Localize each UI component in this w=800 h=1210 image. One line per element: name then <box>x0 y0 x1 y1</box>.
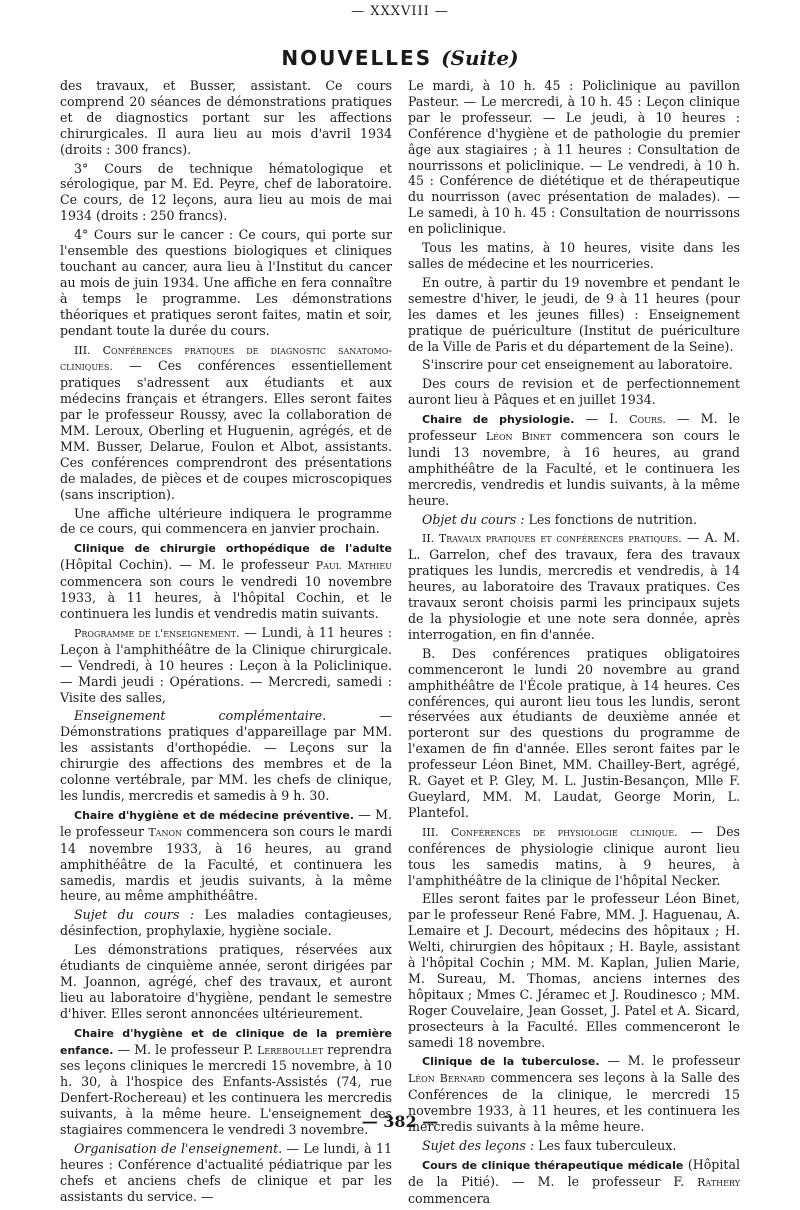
person-name: Tanon <box>148 825 183 839</box>
paragraph: B. Des conférences pratiques obligatoires commenceront le lundi 20 novembre au grand amphithéâtre de l'École pratique, à 14 heures. Ces conférences, qui auront lieu tous les lundis, seront réservées aux étudiants de deuxième année et porteront sur des questions du programme de l'examen de fin d'année. Elles seront faites par le professeur Léon Binet, MM. Chailley-Bert, agrégé, R. Gayet et P. Gley, M. L. Justin-Besançon, Mlle F. Gueylard, MM. M. Laudat, George Morin, L. Plantefol. <box>408 645 740 820</box>
section-heading: Cours de clinique thérapeutique médicale <box>422 1158 684 1172</box>
section-heading: III. Conférences de physiologie clinique. <box>422 825 678 839</box>
paragraph: Cours de clinique thérapeutique médicale (Hôpital de la Pitié). — M. le professeur F. Rathery commencera <box>408 1156 740 1206</box>
paragraph: Des cours de revision et de perfectionnement auront lieu à Pâques et en juillet 1934. <box>408 376 740 408</box>
paragraph: Sujet des leçons : Les faux tuberculeux. <box>422 1138 677 1153</box>
paragraph: Sujet du cours : Les maladies contagieuses, désinfection, prophylaxie, hygiène sociale. <box>60 907 392 939</box>
paragraph: Le mardi, à 10 h. 45 : Policlinique au pavillon Pasteur. — Le mercredi, à 10 h. 45 : Leçon clinique par le professeur. — Le jeudi, à 10 heures : Conférence d'hygiène et de pathologie du premier âge aux stagiaires ; à 11 heures : Consultation de nourrissons et policlinique. — Le vendredi, à 10 h. 45 : Conférence de diététique et de thérapeutique du nourrisson (avec présentation de malades). — Le samedi, à 10 h. 45 : Consultation de nourrissons en policlinique. <box>408 78 740 237</box>
section-heading: Chaire de physiologie. <box>422 413 575 427</box>
paragraph: Chaire de physiologie. — I. Cours. — M. le professeur Léon Binet commencera son cours le lundi 13 novembre, à 16 heures, au grand amphithéâtre de la Faculté, et le continuera les mercredis, vendredis et lundis suivants, à la même heure. <box>408 411 741 508</box>
paragraph: Tous les matins, à 10 heures, visite dans les salles de médecine et les nourriceries. <box>408 240 740 271</box>
paragraph: Elles seront faites par le professeur Léon Binet, par le professeur René Fabre, MM. J. Haguenau, A. Lemaire et J. Decourt, médecins des hôpitaux ; H. Welti, chirurgien des hôpitaux ; H. Bayle, assistant à l'hôpital Cochin ; MM. M. Kaplan, Julien Marie, M. Sureau, M. Thomas, anciens internes des hôpitaux ; Mmes C. Jéramec et J. Roudinesco ; MM. Roger Couvelaire, Jean Gosset, J. Patel et A. Sicard, prosecteurs à la Faculté. Elles commenceront le samedi 18 novembre. <box>408 891 740 1050</box>
person-name: Rathery <box>697 1175 740 1189</box>
paragraph: En outre, à partir du 19 novembre et pendant le semestre d'hiver, le jeudi, de 9 à 11 heures (pour les dames et les jeunes filles) : Enseignement pratique de puériculture (Institut de puériculture de la Ville de Paris et du département de la Seine). <box>408 274 740 354</box>
person-name: Lereboullet <box>257 1043 324 1057</box>
right-column <box>408 78 740 1210</box>
title-suite: (Suite) <box>441 46 519 70</box>
page-number: — 382 — <box>361 1112 439 1131</box>
title-text: NOUVELLES <box>281 46 433 70</box>
section-heading: Sujet des leçons : <box>422 1138 535 1153</box>
person-name: Léon Binet <box>485 430 551 444</box>
person-name: Paul Mathieu <box>315 559 393 573</box>
section-heading: Organisation de l'enseignement. <box>74 1141 283 1156</box>
section-heading: Sujet du cours : <box>74 907 195 923</box>
left-column <box>60 78 392 1208</box>
section-heading: Chaire d'hygiène et de clinique de la première enfance. <box>60 1026 392 1057</box>
paragraph: Programme de l'enseignement. — Lundi, à 11 heures : Leçon à l'amphithéâtre de la Clinique chirurgicale. — Vendredi, à 10 heures : Leçon à la Policlinique. — Mardi jeudi : Opérations. — Mercredi, samedi : Visite des salles, <box>60 624 392 705</box>
paragraph: S'inscrire pour cet enseignement au laboratoire. <box>422 357 733 373</box>
paragraph: 3° Cours de technique hématologique et sérologique, par M. Ed. Peyre, chef de laboratoire. Ce cours, de 12 leçons, aura lieu au mois de mai 1934 (droits : 250 francs). <box>60 160 392 224</box>
paragraph: des travaux, et Busser, assistant. Ce cours comprend 20 séances de démonstrations pratiques et de diagnostics portant sur les affections chirurgicales. Il aura lieu au mois d'avril 1934 (droits : 300 francs). <box>60 78 392 157</box>
paragraph: 4° Cours sur le cancer : Ce cours, qui porte sur l'ensemble des questions biologiques et cliniques touchant au cancer, aura lieu à l'Institut du cancer au mois de juin 1934. Une affiche en fera connaître à temps le programme. Les démonstrations théoriques et pratiques seront faites, matin et soir, pendant toute la durée du cours. <box>60 227 392 338</box>
paragraph: Chaire d'hygiène et de clinique de la première enfance. — M. le professeur P. Lereboullet reprendra ses leçons cliniques le mercredi 15 novembre, à 10 h. 30, à l'hospice des Enfants-Assistés (74, rue Denfert-Rochereau) et les continuera les mercredis suivants, à la même heure. L'enseignement des stagiaires commencera le vendredi 3 novembre. <box>60 1026 392 1138</box>
paragraph: III. Conférences pratiques de diagnostic sanatomo-cliniques. — Ces conférences essentiellement pratiques s'adressent aux étudiants et aux médecins français et étrangers. Elles seront faites par le professeur Roussy, avec la collaboration de MM. Leroux, Oberling et Huguenin, agrégés, et de MM. Busser, Delarue, Foulon et Albot, assistants. Ces conférences comprendront des présentations de malades, de pièces et de coupes microscopiques (sans inscription). <box>60 343 392 502</box>
paragraph: Les démonstrations pratiques, réservées aux étudiants de cinquième année, seront dirigées par M. Joannon, agrégé, chef des travaux, et auront lieu au laboratoire d'hygiène, pendant le semestre d'hiver. Elles seront annoncées ultérieurement. <box>60 942 392 1021</box>
paragraph: Clinique de la tuberculose. — M. le professeur Léon Bernard commencera ses leçons à la Salle des Conférences de la clinique, le mercredi 15 novembre 1933, à 11 heures, et les continuera les mercredis suivants à la même heure. <box>408 1053 740 1135</box>
section-heading: Enseignement complémentaire. <box>74 708 327 724</box>
paragraph: Objet du cours : Les fonctions de nutrition. <box>422 511 698 527</box>
folio: — XXXVIII — <box>351 4 449 19</box>
section-heading: Clinique de chirurgie orthopédique de l'adulte <box>74 542 392 556</box>
running-title <box>0 46 800 70</box>
paragraph: III. Conférences de physiologie clinique. — Des conférences de physiologie clinique auront lieu tous les samedis matins, à 9 heures, à l'amphithéâtre de la clinique de l'hôpital Necker. <box>408 823 740 888</box>
paragraph: II. Travaux pratiques et conférences pratiques. — A. M. L. Garrelon, chef des travaux, fera des travaux pratiques les lundis, mercredis et vendredis, à 14 heures, au laboratoire des Travaux pratiques. Ces travaux seront choisis parmi les principaux sujets de la physiologie et une note sera donnée, après interrogation, en fin d'année. <box>408 530 740 642</box>
section-heading: II. Travaux pratiques et conférences pratiques. <box>422 532 682 546</box>
paragraph: Clinique de chirurgie orthopédique de l'adulte (Hôpital Cochin). — M. le professeur Paul Mathieu commencera son cours le vendredi 10 novembre 1933, à 11 heures, à l'hôpital Cochin, et le continuera les lundis et vendredis matin suivants. <box>60 542 393 621</box>
section-heading: Programme de l'enseignement. <box>74 626 240 640</box>
section-heading: Clinique de la tuberculose. <box>422 1055 600 1069</box>
paragraph: Enseignement complémentaire. — Démonstrations pratiques d'appareillage par MM. les assistants d'orthopédie. — Leçons sur la chirurgie des affections des membres et de la colonne vertébrale, par MM. les chefs de clinique, les lundis, mercredis et samedis à 9 h. 30. <box>60 708 392 803</box>
person-name: Léon Bernard <box>408 1072 485 1086</box>
paragraph: Chaire d'hygiène et de médecine préventive. — M. le professeur Tanon commencera son cours le mardi 14 novembre 1933, à 16 heures, au grand amphithéâtre de la Faculté, et continuera les samedis, mardis et jeudis suivants, à la même heure, au même amphithéâtre. <box>60 806 392 904</box>
paragraph: Une affiche ultérieure indiquera le programme de ce cours, qui commencera en janvier prochain. <box>60 505 392 537</box>
paragraph: Organisation de l'enseignement. — Le lundi, à 11 heures : Conférence d'actualité pédiatrique par les chefs et anciens chefs de clinique et par les assistants du service. — <box>60 1141 392 1204</box>
section-heading: Objet du cours : <box>422 511 525 527</box>
section-heading: III. Conférences pratiques de diagnostic sanatomo-cliniques. <box>60 343 392 374</box>
section-heading: Chaire d'hygiène et de médecine préventive. <box>74 808 354 822</box>
subsection-label: Cours. <box>629 413 666 427</box>
